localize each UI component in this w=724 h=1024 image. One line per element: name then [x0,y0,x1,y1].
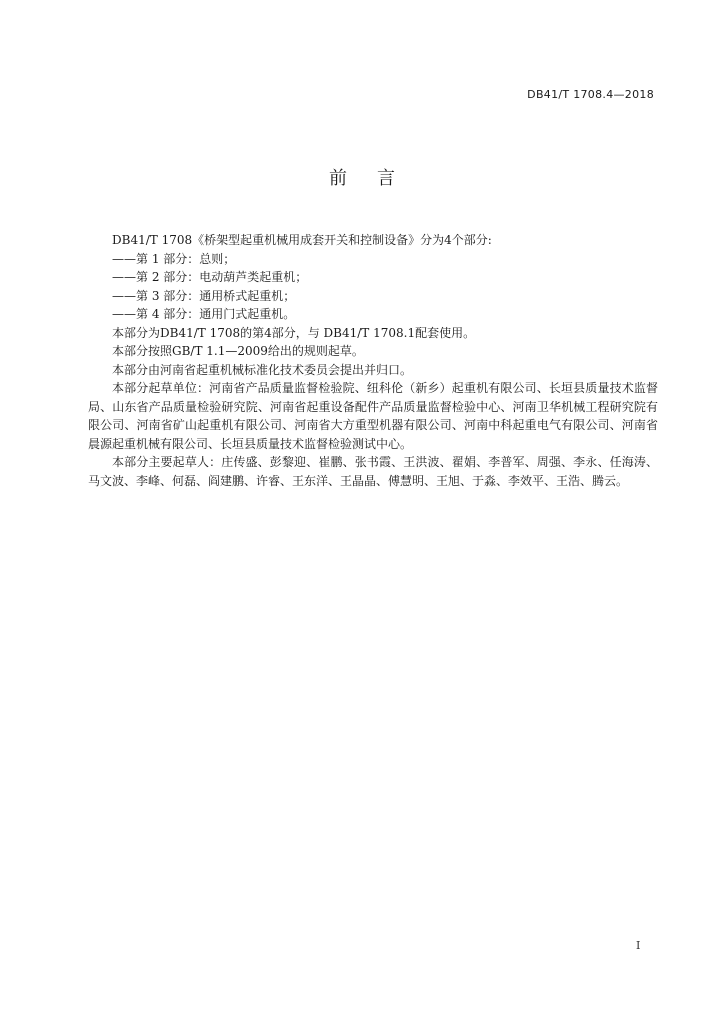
title-char-2: 言 [377,168,395,189]
part-1-item: ——第 1 部分：总则； [112,251,236,266]
drafting-units-paragraph: 本部分起草单位：河南省产品质量监督检验院、纽科伦（新乡）起重机有限公司、长垣县质量技术监督局、山东省产品质量检验研究院、河南省起重设备配件产品质量监督检验中心、河南卫华机械工程研究院有限公司、河南省矿山起重机有限公司、河南省大方重型机器有限公司、河南中科起重电气有限公司、河南省晨源起重机械有限公司、长垣县质量技术监督检验测试中心。 [88,381,658,451]
standard-code: DB41/T 1708.4—2018 [527,88,654,101]
drafters-paragraph: 本部分主要起草人：庄传盛、彭黎迎、崔鹏、张书霞、王洪波、翟娟、李普军、周强、李永、任海涛、马文波、李峰、何磊、阎建鹏、许睿、王东洋、王晶晶、傅慧明、王旭、于淼、李效平、王浩、腾云。 [88,455,658,488]
page-title [0,164,724,190]
part-2-item: ——第 2 部分：电动葫芦类起重机； [112,270,308,284]
part-relation-paragraph: 本部分为DB41/T 1708的第4部分，与 DB41/T 1708.1配套使用。 [112,325,476,340]
intro-paragraph: DB41/T 1708《桥架型起重机械用成套开关和控制设备》分为4个部分: [112,233,492,247]
proposer-paragraph: 本部分由河南省起重机械标准化技术委员会提出并归口。 [112,362,413,377]
part-3-item: ——第 3 部分：通用桥式起重机； [112,288,296,303]
drafting-rules-paragraph: 本部分按照GB/T 1.1—2009给出的规则起草。 [112,344,364,358]
part-4-item: ——第 4 部分：通用门式起重机。 [112,307,296,321]
foreword-body [88,231,658,490]
page-number: I [636,939,641,952]
title-char-1: 前 [329,168,347,189]
